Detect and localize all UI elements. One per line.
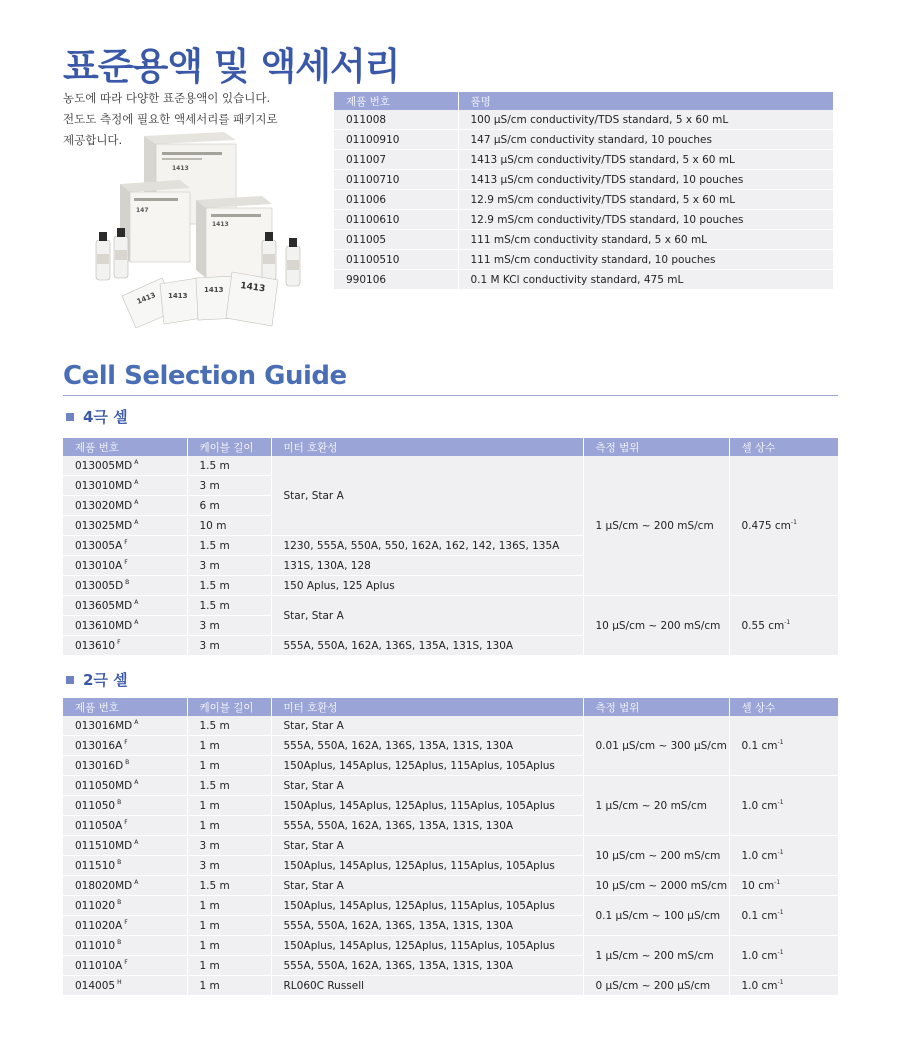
measurement-range-cell: 10 µS/cm ~ 200 mS/cm xyxy=(583,596,729,656)
table-row xyxy=(334,270,833,290)
product-code: 011050MD xyxy=(75,780,133,792)
cable-length-cell: 3 m xyxy=(187,616,271,636)
product-code-cell xyxy=(63,516,187,536)
product-name-cell: 100 µS/cm conductivity/TDS standard, 5 x 60 mL xyxy=(458,110,833,130)
cable-length-cell: 1 m xyxy=(187,796,271,816)
meter-compatibility-cell: Star, Star A xyxy=(271,876,583,896)
meter-compatibility-cell: 555A, 550A, 162A, 136S, 135A, 131S, 130A xyxy=(271,636,583,656)
table-row xyxy=(63,836,838,856)
product-code-cell xyxy=(63,976,187,996)
cell-constant: 0.55 cm xyxy=(741,620,785,632)
column-header: 케이블 길이 xyxy=(187,438,271,456)
meter-compatibility-cell: 150Aplus, 145Aplus, 125Aplus, 115Aplus, 105Aplus xyxy=(271,756,583,776)
meter-note-marker: F xyxy=(124,959,128,966)
product-code-cell xyxy=(63,756,187,776)
cell-constant: 1.0 cm xyxy=(741,800,778,812)
meter-note-marker: B xyxy=(117,859,122,866)
cell-constant: 1.0 cm xyxy=(741,980,778,992)
pouch-label: 1413 xyxy=(239,281,266,295)
product-name-cell: 147 µS/cm conductivity standard, 10 pouches xyxy=(458,130,833,150)
cell-guide-title: Cell Selection Guide xyxy=(63,361,347,391)
measurement-range-cell: 10 µS/cm ~ 2000 mS/cm xyxy=(583,876,729,896)
measurement-range-cell: 0.1 µS/cm ~ 100 µS/cm xyxy=(583,896,729,936)
product-code: 013005D xyxy=(75,580,124,592)
cell-constant-cell xyxy=(729,716,838,776)
cable-length-cell: 6 m xyxy=(187,496,271,516)
meter-note-marker: B xyxy=(125,759,130,766)
product-code-cell xyxy=(63,936,187,956)
standards-table xyxy=(334,92,833,290)
cell-constant-cell xyxy=(729,876,838,896)
product-code: 011510 xyxy=(75,860,116,872)
four-pole-cell-table xyxy=(63,438,838,656)
unit-exponent: -1 xyxy=(777,909,784,916)
pouch-label: 1413 xyxy=(135,291,157,306)
product-code-cell: 011006 xyxy=(334,190,458,210)
bottle xyxy=(96,232,110,280)
cable-length-cell: 1.5 m xyxy=(187,456,271,476)
meter-note-marker: A xyxy=(134,519,139,526)
meter-note-marker: B xyxy=(117,939,122,946)
measurement-range-cell: 0 µS/cm ~ 200 µS/cm xyxy=(583,976,729,996)
product-code-cell: 011007 xyxy=(334,150,458,170)
product-name-cell: 111 mS/cm conductivity standard, 5 x 60 mL xyxy=(458,230,833,250)
table-row xyxy=(63,456,838,476)
product-code: 011050 xyxy=(75,800,116,812)
meter-compatibility-cell: Star, Star A xyxy=(271,596,583,636)
meter-note-marker: F xyxy=(124,739,128,746)
product-code: 013020MD xyxy=(75,500,133,512)
cell-constant-cell xyxy=(729,896,838,936)
meter-note-marker: F xyxy=(117,639,121,646)
bullet-square-icon xyxy=(66,676,74,684)
cable-length-cell: 3 m xyxy=(187,476,271,496)
product-code-cell xyxy=(63,616,187,636)
product-code: 011050A xyxy=(75,820,123,832)
measurement-range-cell: 1 µS/cm ~ 20 mS/cm xyxy=(583,776,729,836)
cable-length-cell: 3 m xyxy=(187,636,271,656)
product-code: 011010 xyxy=(75,940,116,952)
product-code-cell xyxy=(63,476,187,496)
product-code-cell xyxy=(63,736,187,756)
product-code: 018020MD xyxy=(75,880,133,892)
meter-note-marker: A xyxy=(134,599,139,606)
meter-compatibility-cell: Star, Star A xyxy=(271,456,583,536)
meter-note-marker: B xyxy=(117,899,122,906)
column-header: 셀 상수 xyxy=(729,438,838,456)
column-header: 미터 호환성 xyxy=(271,698,583,716)
meter-note-marker: B xyxy=(117,799,122,806)
product-code-cell: 011005 xyxy=(334,230,458,250)
meter-compatibility-cell: 1230, 555A, 550A, 550, 162A, 162, 142, 136S, 135A xyxy=(271,536,583,556)
column-header: 제품 번호 xyxy=(334,92,458,110)
product-code: 013016MD xyxy=(75,720,133,732)
product-code: 011020 xyxy=(75,900,116,912)
table-row xyxy=(334,110,833,130)
two-pole-cell-table xyxy=(63,698,838,996)
table-row xyxy=(63,876,838,896)
meter-compatibility-cell: 555A, 550A, 162A, 136S, 135A, 131S, 130A xyxy=(271,736,583,756)
table-row xyxy=(334,190,833,210)
unit-exponent: -1 xyxy=(777,849,784,856)
product-code-cell xyxy=(63,496,187,516)
meter-compatibility-cell: 131S, 130A, 128 xyxy=(271,556,583,576)
product-code: 013016A xyxy=(75,740,123,752)
cell-constant: 1.0 cm xyxy=(741,950,778,962)
meter-note-marker: F xyxy=(124,819,128,826)
cable-length-cell: 3 m xyxy=(187,556,271,576)
cable-length-cell: 1.5 m xyxy=(187,876,271,896)
unit-exponent: -1 xyxy=(777,979,784,986)
box-label: 1413 xyxy=(172,165,189,172)
table-row xyxy=(334,150,833,170)
cable-length-cell: 1.5 m xyxy=(187,596,271,616)
product-code-cell xyxy=(63,796,187,816)
meter-note-marker: H xyxy=(117,979,122,986)
product-code: 013010MD xyxy=(75,480,133,492)
meter-note-marker: F xyxy=(124,539,128,546)
meter-compatibility-cell: RL060C Russell xyxy=(271,976,583,996)
meter-compatibility-cell: 150Aplus, 145Aplus, 125Aplus, 115Aplus, 105Aplus xyxy=(271,936,583,956)
section-divider xyxy=(63,395,838,396)
cable-length-cell: 3 m xyxy=(187,856,271,876)
product-code: 013010A xyxy=(75,560,123,572)
cell-constant: 0.1 cm xyxy=(741,740,778,752)
product-name-cell: 12.9 mS/cm conductivity/TDS standard, 10 pouches xyxy=(458,210,833,230)
product-code-cell: 990106 xyxy=(334,270,458,290)
cable-length-cell: 1 m xyxy=(187,756,271,776)
product-code: 013005A xyxy=(75,540,123,552)
table-header-row xyxy=(63,438,838,456)
meter-note-marker: A xyxy=(134,479,139,486)
product-code-cell xyxy=(63,556,187,576)
table-row xyxy=(63,596,838,616)
measurement-range-cell: 1 µS/cm ~ 200 mS/cm xyxy=(583,936,729,976)
meter-compatibility-cell: 150Aplus, 145Aplus, 125Aplus, 115Aplus, 105Aplus xyxy=(271,856,583,876)
cell-constant-cell xyxy=(729,596,838,656)
bottle xyxy=(286,238,300,286)
product-code: 013025MD xyxy=(75,520,133,532)
cell-constant: 0.1 cm xyxy=(741,910,778,922)
cell-constant-cell xyxy=(729,456,838,596)
meter-compatibility-cell: 150 Aplus, 125 Aplus xyxy=(271,576,583,596)
table-row xyxy=(63,776,838,796)
column-header: 미터 호환성 xyxy=(271,438,583,456)
product-code-cell xyxy=(63,956,187,976)
pouch-label: 1413 xyxy=(168,292,188,300)
measurement-range-cell: 0.01 µS/cm ~ 300 µS/cm xyxy=(583,716,729,776)
product-code-cell xyxy=(63,716,187,736)
meter-compatibility-cell: Star, Star A xyxy=(271,776,583,796)
meter-compatibility-cell: 555A, 550A, 162A, 136S, 135A, 131S, 130A xyxy=(271,916,583,936)
table-row xyxy=(334,250,833,270)
meter-note-marker: F xyxy=(124,919,128,926)
cable-length-cell: 1 m xyxy=(187,976,271,996)
measurement-range-cell: 10 µS/cm ~ 200 mS/cm xyxy=(583,836,729,876)
unit-exponent: -1 xyxy=(777,739,784,746)
table-row xyxy=(334,230,833,250)
product-name-cell: 0.1 M KCl conductivity standard, 475 mL xyxy=(458,270,833,290)
column-header: 측정 범위 xyxy=(583,438,729,456)
product-code: 013605MD xyxy=(75,600,133,612)
unit-exponent: -1 xyxy=(774,879,781,886)
meter-compatibility-cell: 555A, 550A, 162A, 136S, 135A, 131S, 130A xyxy=(271,816,583,836)
cable-length-cell: 1.5 m xyxy=(187,536,271,556)
cell-constant-cell xyxy=(729,836,838,876)
cable-length-cell: 1 m xyxy=(187,956,271,976)
product-code: 013610MD xyxy=(75,620,133,632)
cable-length-cell: 1 m xyxy=(187,816,271,836)
product-code-cell xyxy=(63,836,187,856)
table-row xyxy=(63,976,838,996)
product-name-cell: 111 mS/cm conductivity standard, 10 pouches xyxy=(458,250,833,270)
cell-constant-cell xyxy=(729,776,838,836)
pouch xyxy=(160,278,202,324)
column-header: 측정 범위 xyxy=(583,698,729,716)
product-code: 011510MD xyxy=(75,840,133,852)
product-code: 013005MD xyxy=(75,460,133,472)
table-header-row xyxy=(334,92,833,110)
product-code-cell xyxy=(63,576,187,596)
cell-constant-cell xyxy=(729,976,838,996)
product-code-cell xyxy=(63,916,187,936)
meter-note-marker: A xyxy=(134,719,139,726)
meter-compatibility-cell: 150Aplus, 145Aplus, 125Aplus, 115Aplus, 105Aplus xyxy=(271,896,583,916)
unit-exponent: -1 xyxy=(777,799,784,806)
product-name-cell: 12.9 mS/cm conductivity/TDS standard, 5 x 60 mL xyxy=(458,190,833,210)
meter-compatibility-cell: 150Aplus, 145Aplus, 125Aplus, 115Aplus, 105Aplus xyxy=(271,796,583,816)
product-box xyxy=(120,180,190,262)
standard-solutions-product-photo xyxy=(86,128,330,334)
cable-length-cell: 1.5 m xyxy=(187,776,271,796)
product-code-cell: 011008 xyxy=(334,110,458,130)
product-code-cell: 01100610 xyxy=(334,210,458,230)
product-name-cell: 1413 µS/cm conductivity/TDS standard, 10 pouches xyxy=(458,170,833,190)
meter-note-marker: F xyxy=(124,559,128,566)
unit-exponent: -1 xyxy=(790,519,797,526)
two-pole-heading xyxy=(63,669,128,690)
box-label: 1413 xyxy=(212,221,229,228)
product-code-cell xyxy=(63,536,187,556)
cable-length-cell: 10 m xyxy=(187,516,271,536)
meter-compatibility-cell: Star, Star A xyxy=(271,836,583,856)
table-row xyxy=(63,896,838,916)
column-header: 셀 상수 xyxy=(729,698,838,716)
cable-length-cell: 1.5 m xyxy=(187,716,271,736)
column-header: 제품 번호 xyxy=(63,698,187,716)
product-box xyxy=(196,196,272,278)
product-name-cell: 1413 µS/cm conductivity/TDS standard, 5 x 60 mL xyxy=(458,150,833,170)
table-row xyxy=(63,716,838,736)
meter-note-marker: A xyxy=(134,459,139,466)
cell-constant: 1.0 cm xyxy=(741,850,778,862)
table-row xyxy=(63,936,838,956)
product-code-cell: 01100910 xyxy=(334,130,458,150)
column-header: 품명 xyxy=(458,92,833,110)
cable-length-cell: 1 m xyxy=(187,896,271,916)
pouch xyxy=(226,272,278,326)
product-code: 013610 xyxy=(75,640,116,652)
product-code: 011020A xyxy=(75,920,123,932)
four-pole-heading-text: 4극 셀 xyxy=(83,408,128,426)
cell-constant: 10 cm xyxy=(741,880,775,892)
box-label: 147 xyxy=(136,207,149,214)
column-header: 제품 번호 xyxy=(63,438,187,456)
cable-length-cell: 3 m xyxy=(187,836,271,856)
product-code: 011010A xyxy=(75,960,123,972)
product-code: 014005 xyxy=(75,980,116,992)
meter-note-marker: A xyxy=(134,779,139,786)
column-header: 케이블 길이 xyxy=(187,698,271,716)
pouch-label: 1413 xyxy=(204,286,224,294)
two-pole-heading-text: 2극 셀 xyxy=(83,671,128,689)
cable-length-cell: 1 m xyxy=(187,916,271,936)
product-code-cell xyxy=(63,596,187,616)
page-title: 표준용액 및 액세서리 xyxy=(63,45,400,88)
cable-length-cell: 1.5 m xyxy=(187,576,271,596)
product-code-cell xyxy=(63,456,187,476)
intro-line: 농도에 따라 다양한 표준용액이 있습니다. xyxy=(63,91,271,105)
meter-note-marker: A xyxy=(134,839,139,846)
product-code-cell xyxy=(63,776,187,796)
product-code-cell xyxy=(63,896,187,916)
meter-note-marker: A xyxy=(134,499,139,506)
meter-compatibility-cell: Star, Star A xyxy=(271,716,583,736)
meter-note-marker: A xyxy=(134,619,139,626)
meter-compatibility-cell: 555A, 550A, 162A, 136S, 135A, 131S, 130A xyxy=(271,956,583,976)
meter-note-marker: A xyxy=(134,879,139,886)
unit-exponent: -1 xyxy=(784,619,791,626)
product-code-cell xyxy=(63,876,187,896)
table-row xyxy=(334,210,833,230)
product-code-cell xyxy=(63,856,187,876)
unit-exponent: -1 xyxy=(777,949,784,956)
cell-constant: 0.475 cm xyxy=(741,520,791,532)
product-code-cell: 01100710 xyxy=(334,170,458,190)
product-code-cell xyxy=(63,816,187,836)
bullet-square-icon xyxy=(66,413,74,421)
meter-note-marker: B xyxy=(125,579,130,586)
measurement-range-cell: 1 µS/cm ~ 200 mS/cm xyxy=(583,456,729,596)
intro-line: 제공합니다. xyxy=(63,133,123,147)
cable-length-cell: 1 m xyxy=(187,736,271,756)
four-pole-heading xyxy=(63,406,128,427)
table-header-row xyxy=(63,698,838,716)
cell-constant-cell xyxy=(729,936,838,976)
table-row xyxy=(334,170,833,190)
intro-line: 전도도 측정에 필요한 액세서리를 패키지로 xyxy=(63,112,278,126)
cable-length-cell: 1 m xyxy=(187,936,271,956)
table-row xyxy=(334,130,833,150)
product-code-cell xyxy=(63,636,187,656)
product-code-cell: 01100510 xyxy=(334,250,458,270)
product-code: 013016D xyxy=(75,760,124,772)
